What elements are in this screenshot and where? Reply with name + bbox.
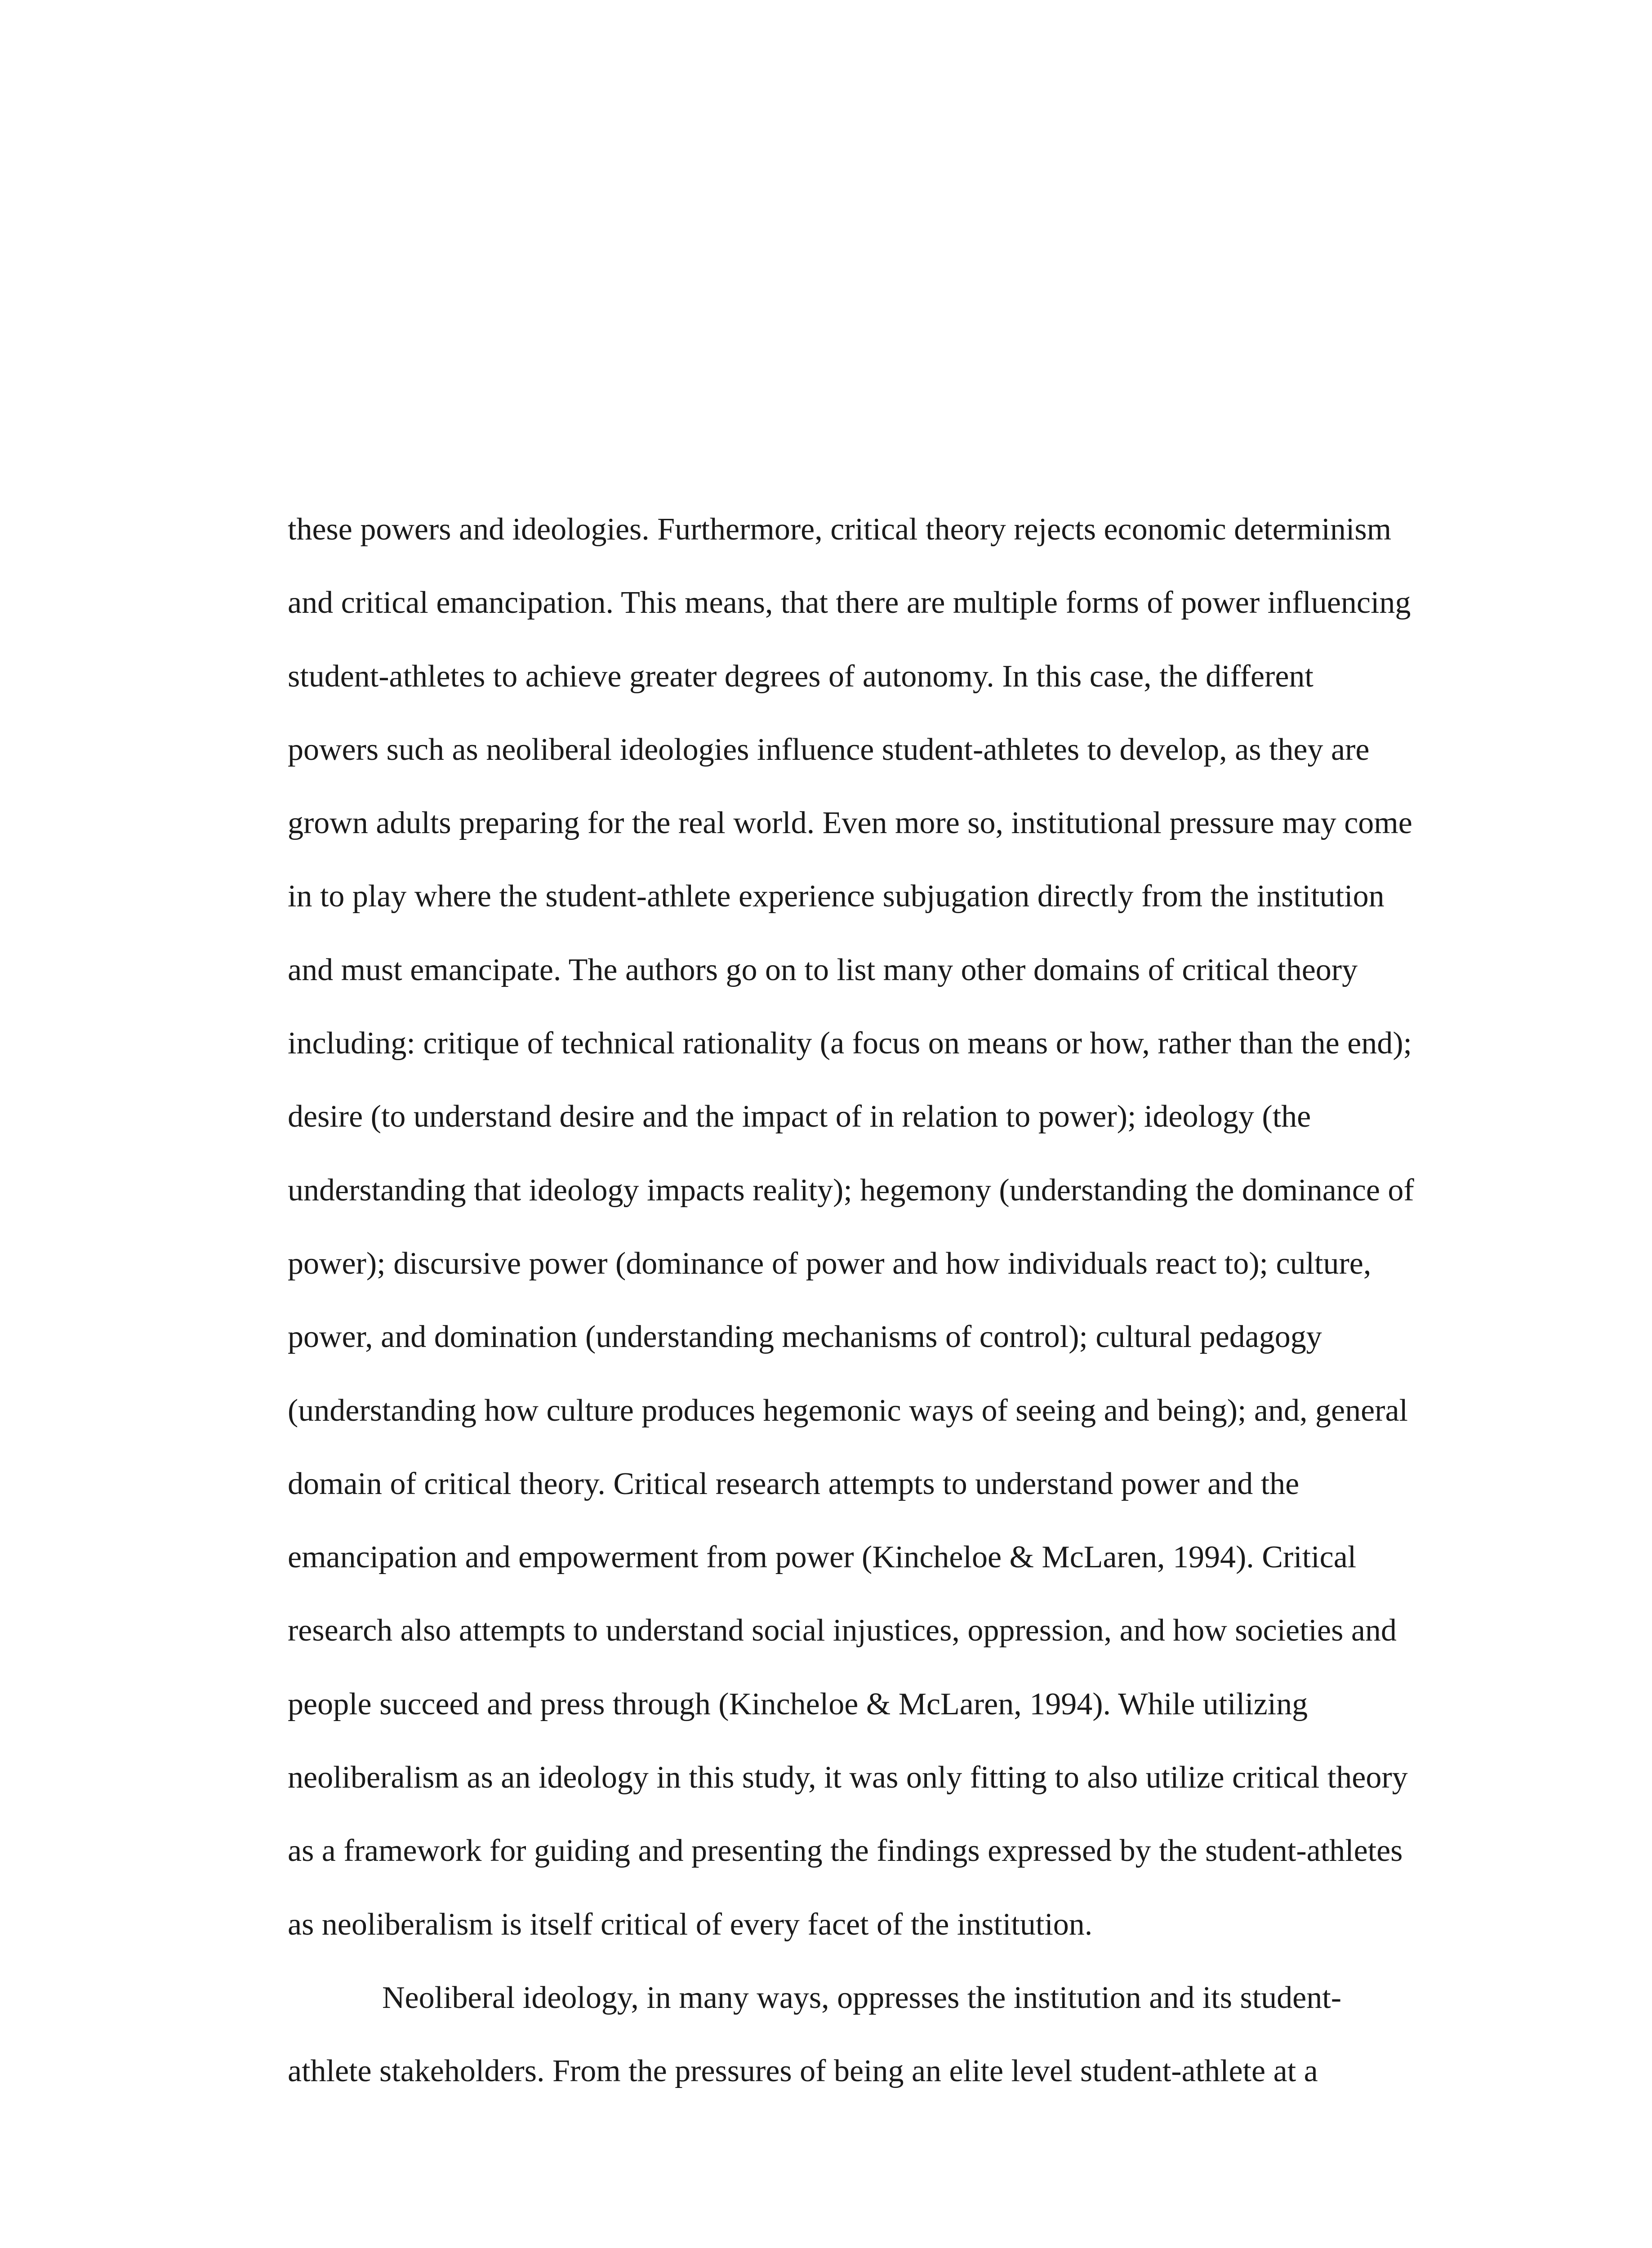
text-line: powers such as neoliberal ideologies influence student-athletes to develop, as they are: [288, 732, 1370, 767]
text-line: including: critique of technical rationality (a focus on means or how, rather than the end);: [288, 1026, 1412, 1061]
text-line: as a framework for guiding and presenting the findings expressed by the student-athletes: [288, 1833, 1403, 1869]
text-line: people succeed and press through (Kincheloe & McLaren, 1994). While utilizing: [288, 1686, 1308, 1722]
text-line: grown adults preparing for the real world. Even more so, institutional pressure may come: [288, 806, 1412, 841]
text-line: and critical emancipation. This means, that there are multiple forms of power influencing: [288, 585, 1411, 620]
body-text: [288, 511, 1438, 2126]
text-line: understanding that ideology impacts reality); hegemony (understanding the dominance of: [288, 1173, 1414, 1208]
text-line: as neoliberalism is itself critical of every facet of the institution.: [288, 1907, 1093, 1942]
text-line: desire (to understand desire and the impact of in relation to power); ideology (the: [288, 1099, 1311, 1134]
text-line: athlete stakeholders. From the pressures of being an elite level student-athlete at a: [288, 2054, 1318, 2089]
text-line: power); discursive power (dominance of power and how individuals react to); culture,: [288, 1246, 1371, 1281]
text-line: (understanding how culture produces hegemonic ways of seeing and being); and, general: [288, 1393, 1408, 1428]
paragraph-first-line: Neoliberal ideology, in many ways, oppresses the institution and its student-: [382, 1980, 1342, 2015]
text-line: research also attempts to understand social injustices, oppression, and how societies and: [288, 1613, 1397, 1648]
text-line: and must emancipate. The authors go on to list many other domains of critical theory: [288, 952, 1358, 987]
text-line: these powers and ideologies. Furthermore, critical theory rejects economic determinism: [288, 512, 1392, 547]
text-line: in to play where the student-athlete experience subjugation directly from the institution: [288, 879, 1385, 914]
text-line: domain of critical theory. Critical research attempts to understand power and the: [288, 1466, 1300, 1501]
text-line: student-athletes to achieve greater degrees of autonomy. In this case, the different: [288, 659, 1314, 694]
text-line: power, and domination (understanding mechanisms of control); cultural pedagogy: [288, 1320, 1322, 1355]
text-line: emancipation and empowerment from power (Kincheloe & McLaren, 1994). Critical: [288, 1540, 1357, 1575]
text-line: neoliberalism as an ideology in this study, it was only fitting to also utilize critical theory: [288, 1760, 1408, 1795]
